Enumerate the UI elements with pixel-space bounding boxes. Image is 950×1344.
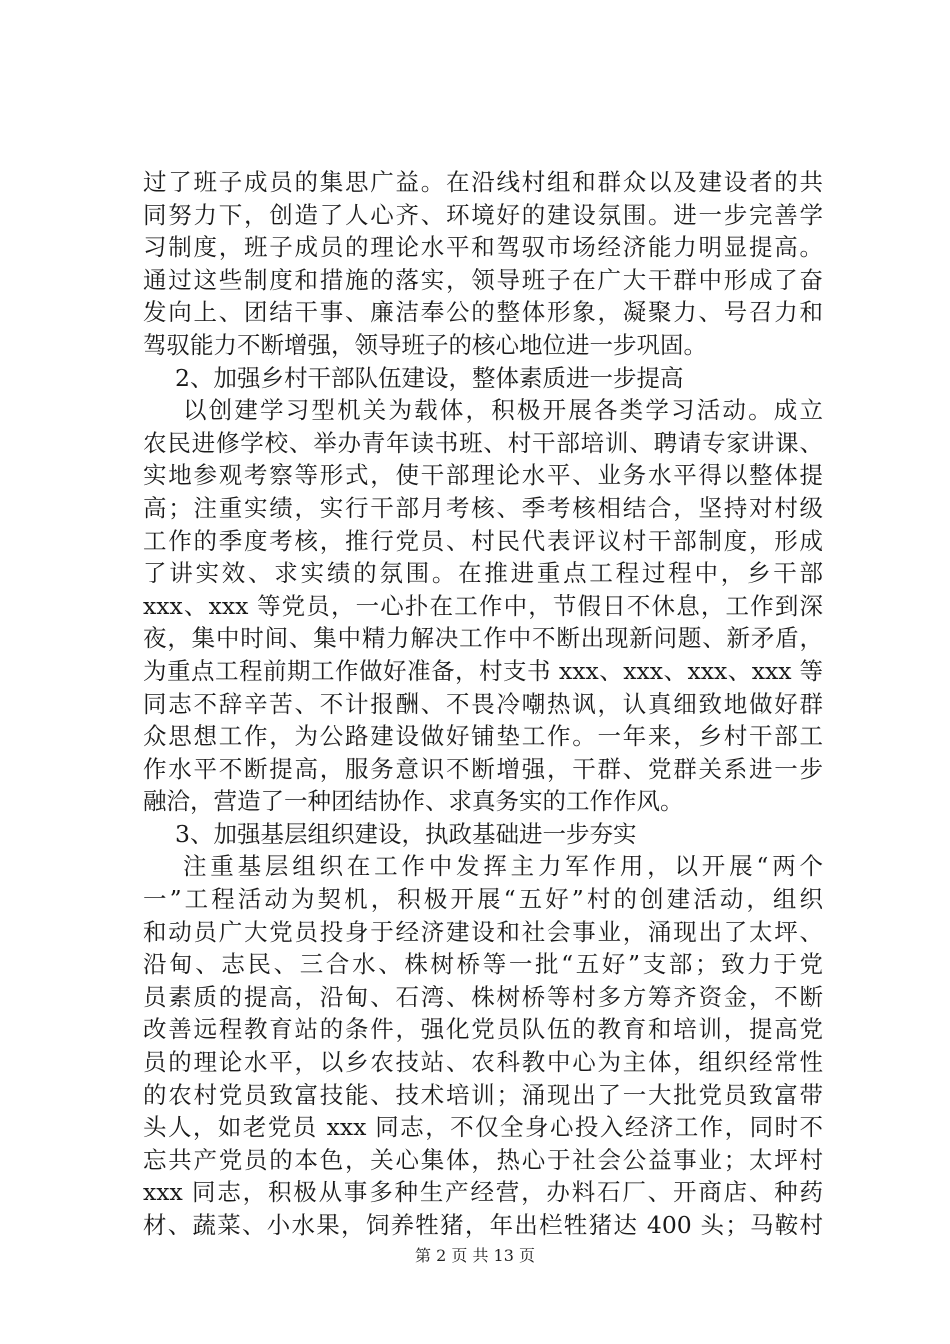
body-text-line: 头人，如老党员 xxx 同志，不仅全身心投入经济工作，同时不: [143, 1113, 823, 1142]
body-text-line: 作水平不断提高，服务意识不断增强，干群、党群关系进一步: [143, 754, 823, 783]
body-text-line: 沿甸、志民、三合水、株树桥等一批“五好”支部；致力于党: [143, 950, 823, 979]
body-text-line: 为重点工程前期工作做好准备，村支书 xxx、xxx、xxx、xxx 等: [143, 656, 823, 685]
body-text-line: 同志不辞辛苦、不计报酬、不畏冷嘲热讽，认真细致地做好群: [143, 689, 823, 718]
body-text-line: 和动员广大党员投身于经济建设和社会事业，涌现出了太坪、: [143, 917, 823, 946]
body-text-line: 驾驭能力不断增强，领导班子的核心地位进一步巩固。: [143, 330, 707, 359]
body-text-line: 实地参观考察等形式，使干部理论水平、业务水平得以整体提: [143, 461, 823, 490]
body-text-line: xxx 同志，积极从事多种生产经营，办料石厂、开商店、种药: [143, 1178, 823, 1207]
body-text-line: 一”工程活动为契机，积极开展“五好”村的创建活动，组织: [143, 885, 823, 914]
body-text-line: 通过这些制度和措施的落实，领导班子在广大干群中形成了奋: [143, 265, 823, 294]
body-text-line: xxx、xxx 等党员，一心扑在工作中，节假日不休息，工作到深: [143, 591, 823, 620]
body-text-line: 改善远程教育站的条件，强化党员队伍的教育和培训，提高党: [143, 1015, 823, 1044]
body-text-line: 工作的季度考核，推行党员、村民代表评议村干部制度，形成: [143, 526, 823, 555]
body-text-line: 材、蔬菜、小水果，饲养牲猪，年出栏牲猪达 400 头；马鞍村: [143, 1211, 823, 1239]
body-text-line: 夜，集中时间、集中精力解决工作中不断出现新问题、新矛盾，: [143, 624, 823, 653]
body-text-line: 以创建学习型机关为载体，积极开展各类学习活动。成立: [183, 396, 823, 425]
body-text-line: 农民进修学校、举办青年读书班、村干部培训、聘请专家讲课、: [143, 428, 823, 457]
body-text-line: 员素质的提高，沿甸、石湾、株树桥等村多方筹齐资金，不断: [143, 982, 823, 1011]
body-text-line: 了讲实效、求实绩的氛围。在推进重点工程过程中，乡干部: [143, 559, 823, 588]
section-heading: 2、加强乡村干部队伍建设，整体素质进一步提高: [175, 363, 684, 392]
body-text-line: 同努力下，创造了人心齐、环境好的建设氛围。进一步完善学: [143, 200, 823, 229]
document-body: [143, 166, 823, 1242]
body-text-line: 高；注重实绩，实行干部月考核、季考核相结合，坚持对村级: [143, 493, 823, 522]
body-text-line: 忘共产党员的本色，关心集体，热心于社会公益事业；太坪村: [143, 1145, 823, 1174]
body-text-line: 发向上、团结干事、廉洁奉公的整体形象，凝聚力、号召力和: [143, 298, 823, 327]
body-text-line: 员的理论水平，以乡农技站、农科教中心为主体，组织经常性: [143, 1048, 823, 1077]
page-footer: 第 2 页 共 13 页: [415, 1246, 535, 1265]
body-text-line: 众思想工作，为公路建设做好铺垫工作。一年来，乡村干部工: [143, 722, 823, 751]
body-text-line: 注重基层组织在工作中发挥主力军作用，以开展“两个: [183, 852, 823, 881]
body-text-line: 习制度，班子成员的理论水平和驾驭市场经济能力明显提高。: [143, 233, 823, 262]
body-text-line: 过了班子成员的集思广益。在沿线村组和群众以及建设者的共: [143, 168, 823, 196]
body-text-line: 融洽，营造了一种团结协作、求真务实的工作作风。: [143, 787, 684, 816]
section-heading: 3、加强基层组织建设，执政基础进一步夯实: [175, 819, 637, 848]
body-text-line: 的农村党员致富技能、技术培训；涌现出了一大批党员致富带: [143, 1080, 823, 1109]
